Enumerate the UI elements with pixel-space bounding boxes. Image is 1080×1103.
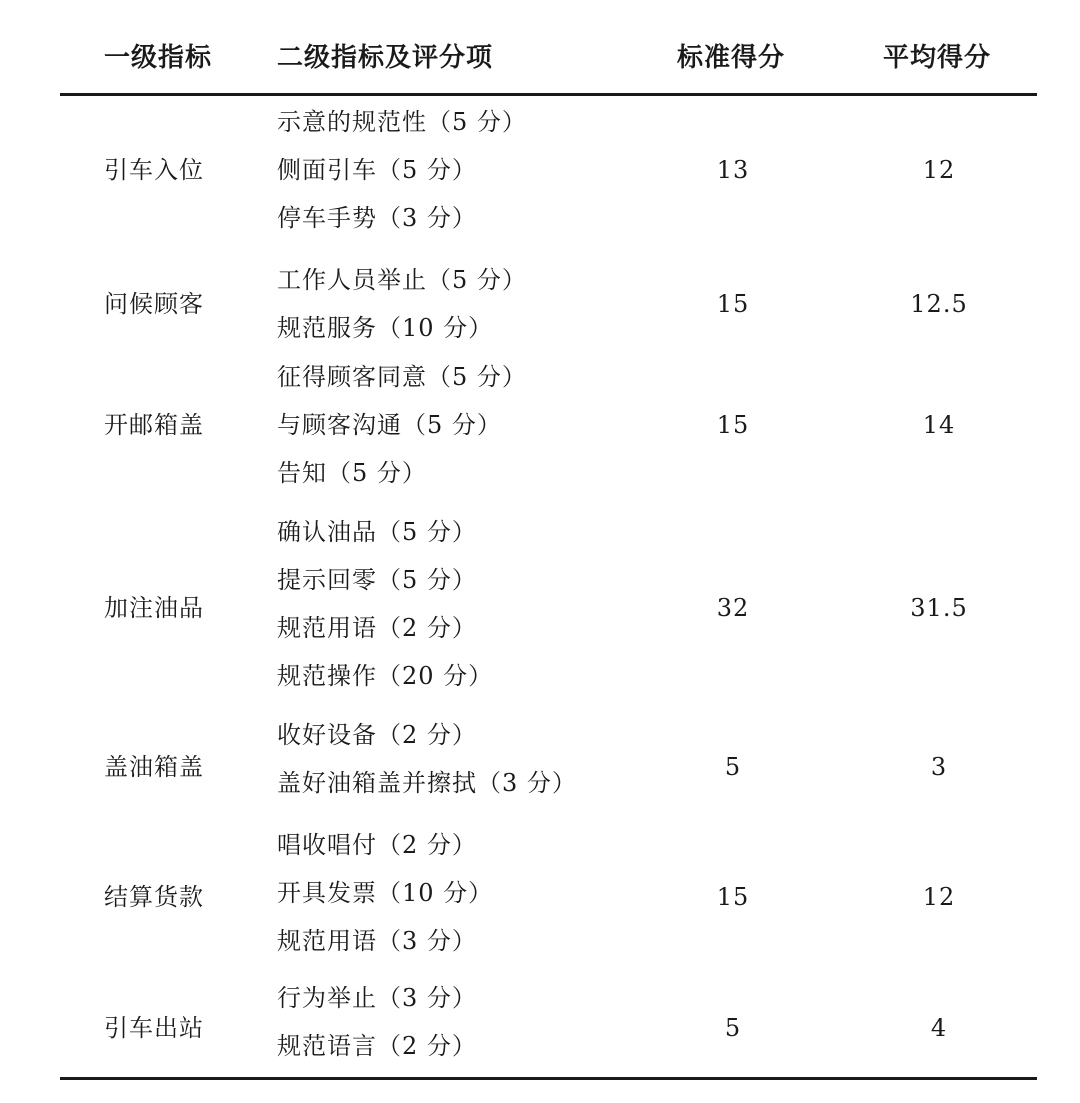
row-item: 规范用语（3 分） <box>277 927 477 955</box>
table-row <box>0 974 1080 1074</box>
row-average-score: 3 <box>930 753 948 781</box>
row-item: 工作人员举止（5 分） <box>277 266 527 294</box>
table-row <box>0 256 1080 356</box>
row-item: 规范操作（20 分） <box>277 662 494 690</box>
header-secondary-indicator: 二级指标及评分项 <box>277 43 494 73</box>
row-average-score: 12 <box>922 883 956 911</box>
row-standard-score: 13 <box>716 156 750 184</box>
row-item: 收好设备（2 分） <box>277 721 477 749</box>
table-row <box>0 711 1080 811</box>
row-item: 与顾客沟通（5 分） <box>277 411 502 439</box>
row-category: 加注油品 <box>104 594 204 622</box>
row-average-score: 12 <box>922 156 956 184</box>
row-average-score: 4 <box>930 1014 948 1042</box>
row-standard-score: 5 <box>724 753 742 781</box>
table-header <box>0 28 1080 88</box>
header-primary-indicator: 一级指标 <box>104 43 213 73</box>
row-item: 规范用语（2 分） <box>277 614 477 642</box>
row-item: 停车手势（3 分） <box>277 204 477 232</box>
row-item: 提示回零（5 分） <box>277 566 477 594</box>
row-standard-score: 5 <box>724 1014 742 1042</box>
row-standard-score: 15 <box>716 290 750 318</box>
row-category: 开邮箱盖 <box>104 411 204 439</box>
row-item: 侧面引车（5 分） <box>277 156 477 184</box>
row-category: 引车入位 <box>104 156 204 184</box>
row-category: 结算货款 <box>104 883 204 911</box>
row-category: 盖油箱盖 <box>104 753 204 781</box>
row-average-score: 31.5 <box>910 594 968 622</box>
row-item: 告知（5 分） <box>277 459 427 487</box>
row-average-score: 12.5 <box>910 290 968 318</box>
row-category: 引车出站 <box>104 1014 204 1042</box>
header-average-score: 平均得分 <box>883 43 992 73</box>
row-item: 行为举止（3 分） <box>277 984 477 1012</box>
table-bottom-rule <box>60 1077 1037 1080</box>
row-standard-score: 32 <box>716 594 750 622</box>
table-row <box>0 508 1080 706</box>
row-item: 示意的规范性（5 分） <box>277 108 527 136</box>
row-standard-score: 15 <box>716 411 750 439</box>
row-item: 开具发票（10 分） <box>277 879 494 907</box>
row-category: 问候顾客 <box>104 290 204 318</box>
table-body <box>0 96 1080 1077</box>
row-item: 唱收唱付（2 分） <box>277 831 477 859</box>
table-row <box>0 96 1080 247</box>
row-item: 规范语言（2 分） <box>277 1032 477 1060</box>
table-row <box>0 353 1080 503</box>
row-item: 确认油品（5 分） <box>277 518 477 546</box>
row-average-score: 14 <box>922 411 956 439</box>
row-item: 盖好油箱盖并擦拭（3 分） <box>277 769 577 797</box>
row-standard-score: 15 <box>716 883 750 911</box>
header-standard-score: 标准得分 <box>677 43 786 73</box>
table-row <box>0 821 1080 971</box>
row-item: 征得顾客同意（5 分） <box>277 363 527 391</box>
row-item: 规范服务（10 分） <box>277 314 494 342</box>
